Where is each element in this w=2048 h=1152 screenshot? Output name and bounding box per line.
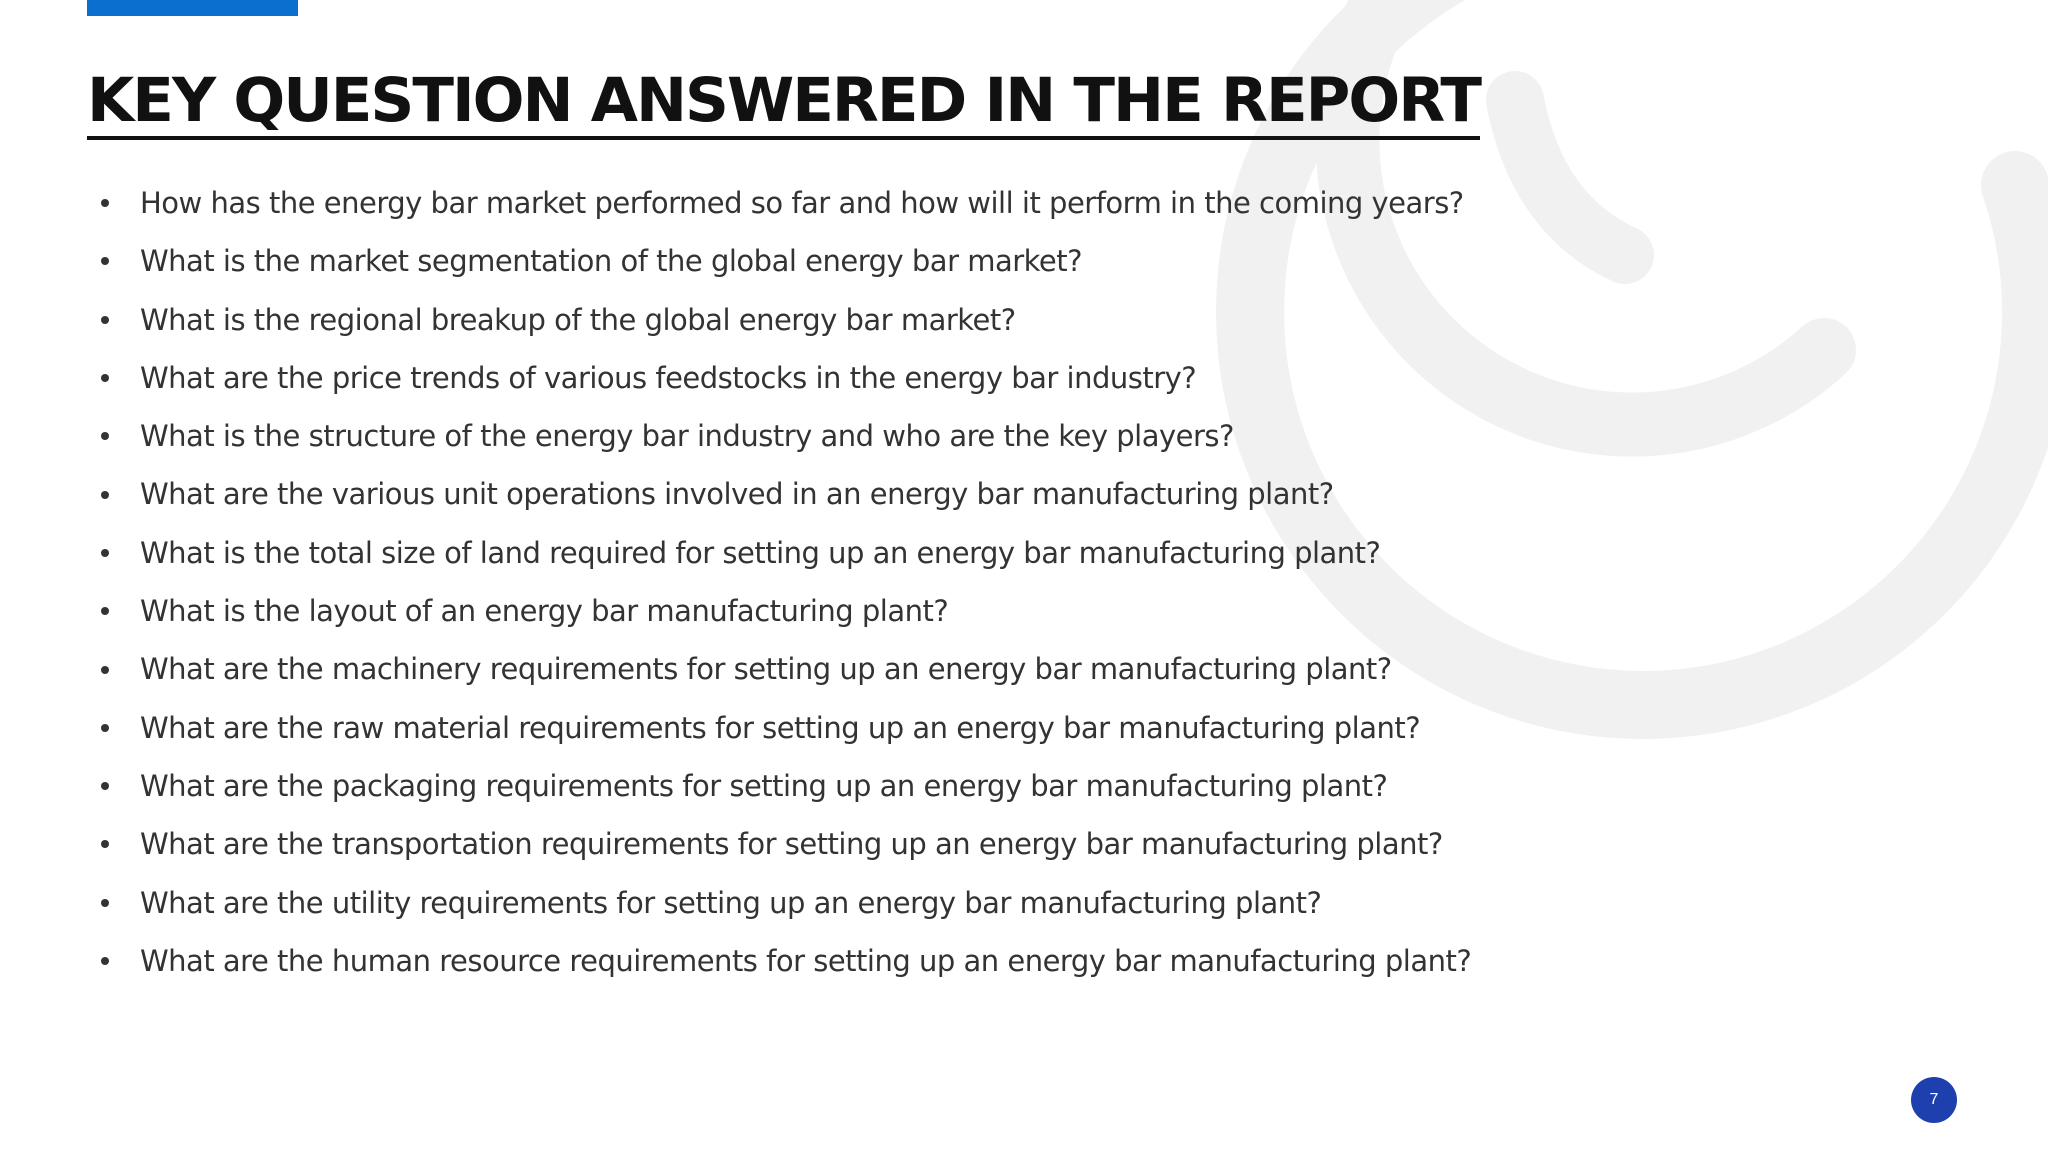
list-item [95,174,1471,232]
question-text: What is the regional breakup of the global energy bar market? [140,302,1016,337]
list-item [95,582,1471,640]
list-item [95,815,1471,873]
list-item [95,291,1471,349]
bullet-dot-icon [101,491,109,499]
bullet-dot-icon [101,549,109,557]
list-item [95,232,1471,290]
question-text: How has the energy bar market performed so far and how will it perform in the coming years? [140,186,1464,220]
bullet-dot-icon [101,899,109,907]
bullet-dot-icon [101,316,109,324]
question-text: What are the utility requirements for setting up an energy bar manufacturing plant? [140,885,1322,920]
list-item [95,524,1471,582]
question-text: What is the structure of the energy bar industry and who are the key players? [140,419,1234,454]
bullet-dot-icon [101,374,109,382]
question-list [95,174,1471,990]
bullet-dot-icon [101,957,109,965]
question-text: What are the packaging requirements for setting up an energy bar manufacturing plant? [140,768,1388,803]
question-text: What are the raw material requirements for setting up an energy bar manufacturing plant? [140,710,1421,745]
bullet-dot-icon [101,782,109,790]
question-text: What are the various unit operations involved in an energy bar manufacturing plant? [140,477,1334,512]
question-text: What are the human resource requirements for setting up an energy bar manufacturing plant? [140,943,1472,978]
list-item [95,349,1471,407]
bullet-dot-icon [101,607,109,615]
list-item [95,640,1471,698]
question-text: What is the total size of land required for setting up an energy bar manufacturing plant? [140,535,1381,570]
list-item [95,874,1471,932]
bullet-dot-icon [101,724,109,732]
question-text: What are the price trends of various feedstocks in the energy bar industry? [140,360,1197,395]
list-item [95,757,1471,815]
list-item [95,699,1471,757]
page-title-text: KEY QUESTION ANSWERED IN THE REPORT [87,66,1480,140]
bullet-dot-icon [101,257,109,265]
bullet-dot-icon [101,666,109,674]
list-item [95,407,1471,465]
bullet-dot-icon [101,432,109,440]
question-text: What are the machinery requirements for setting up an energy bar manufacturing plant? [140,652,1392,687]
bullet-dot-icon [101,840,109,848]
question-text: What is the layout of an energy bar manufacturing plant? [140,594,949,629]
page-title [87,66,1480,140]
page-number: 7 [1929,1091,1939,1108]
list-item [95,465,1471,523]
list-item [95,932,1471,990]
bullet-dot-icon [101,199,109,207]
question-text: What is the market segmentation of the global energy bar market? [140,244,1083,279]
question-text: What are the transportation requirements for setting up an energy bar manufacturing plant? [140,827,1443,862]
page-number-badge [1911,1077,1957,1123]
